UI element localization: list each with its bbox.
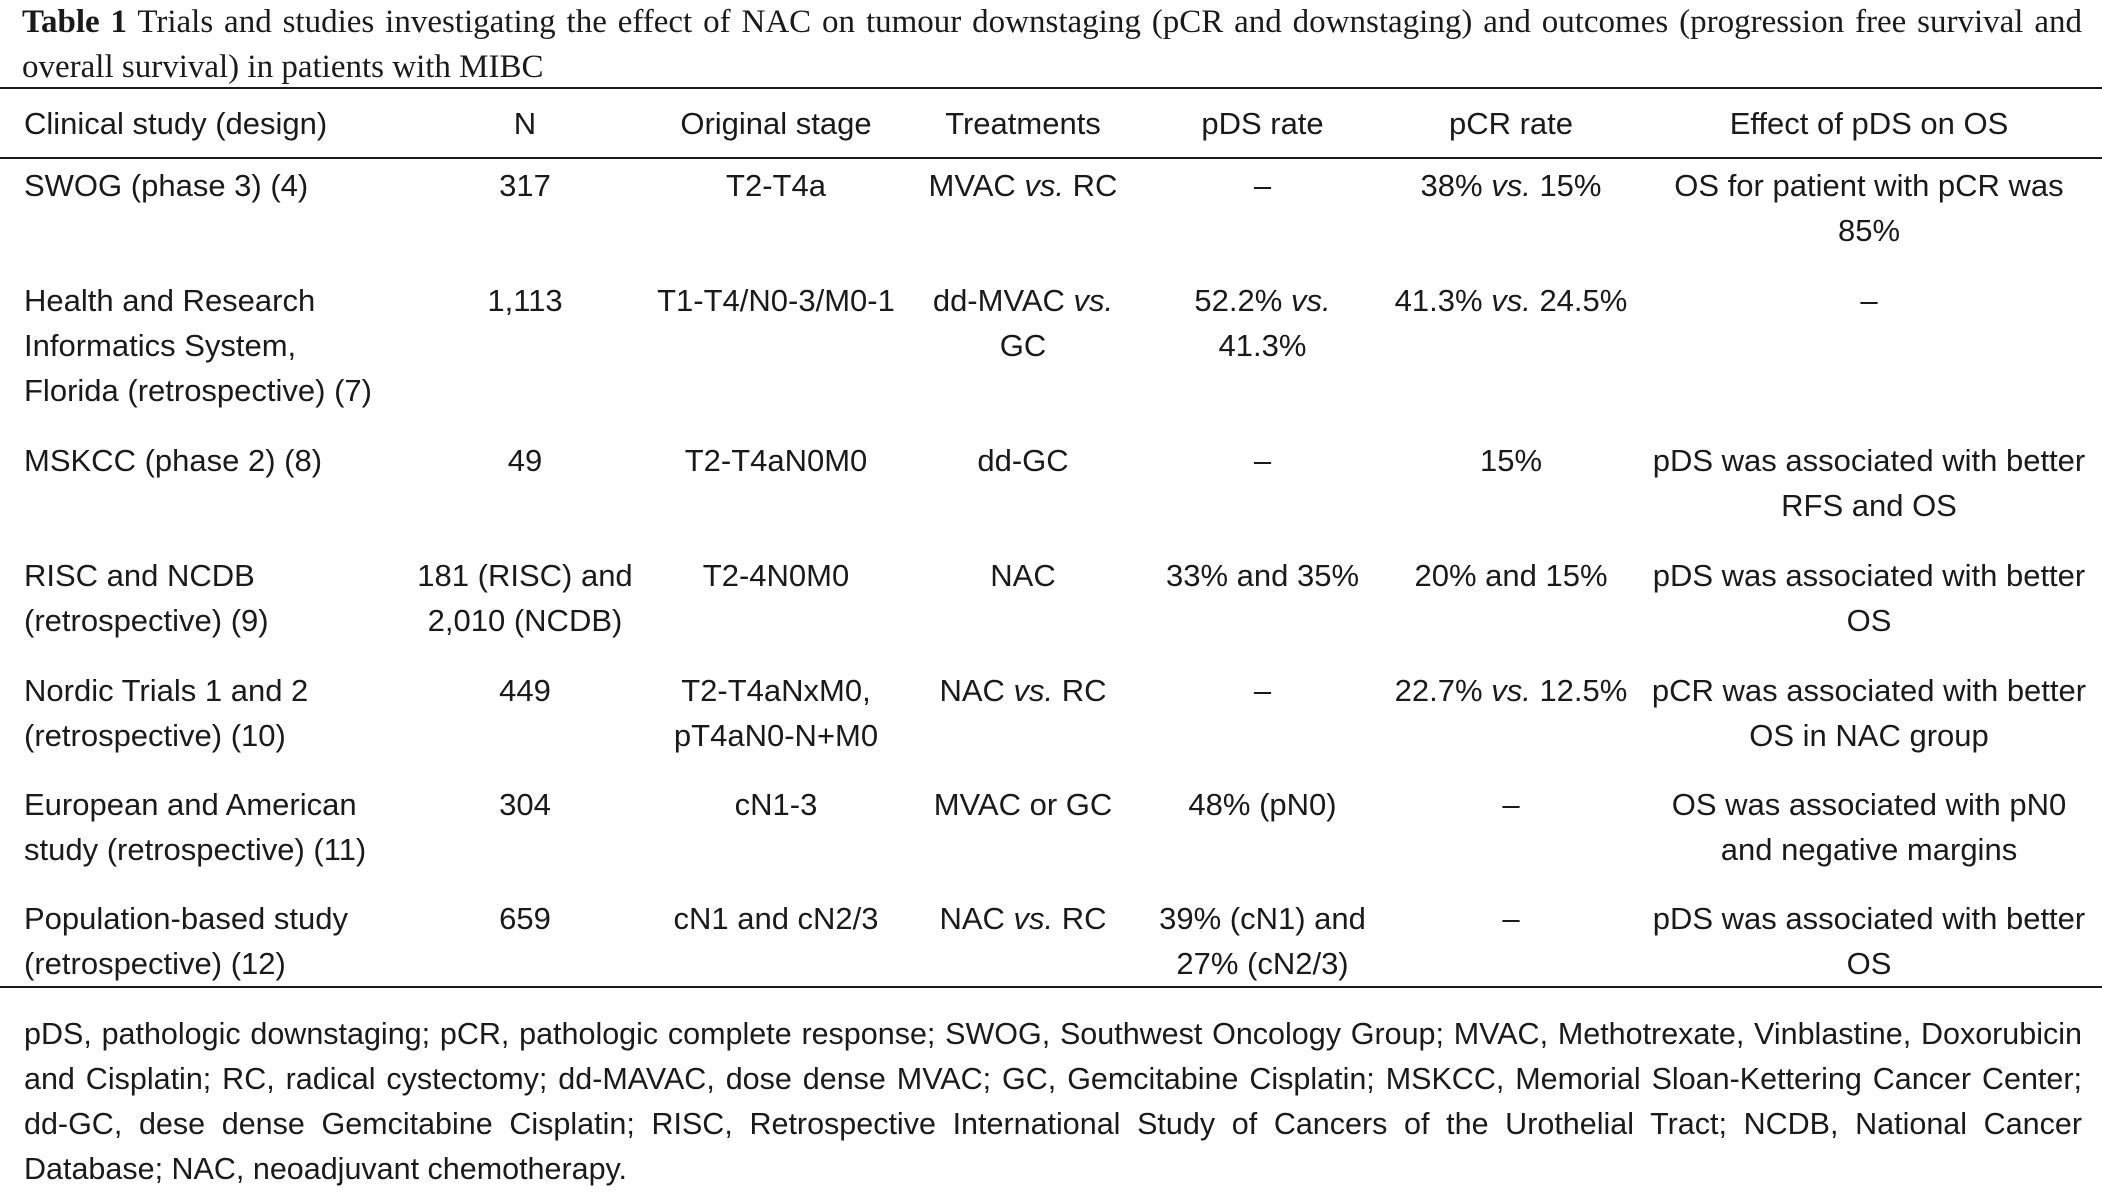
header-n: N	[405, 88, 645, 158]
header-clinical-study: Clinical study (design)	[0, 88, 405, 158]
cell-pds: –	[1253, 443, 1272, 478]
cell-effect: OS for patient with pCR was 85%	[1674, 168, 2064, 248]
table-row	[0, 896, 2102, 987]
vs-label: vs.	[1024, 168, 1065, 203]
treatment-b: RC	[1061, 901, 1107, 936]
pcr-b: 12.5%	[1539, 673, 1628, 708]
header-pcr-rate: pCR rate	[1386, 88, 1636, 158]
table-label: Table 1	[22, 4, 128, 40]
cell-stage: T2-T4aN0M0	[684, 443, 868, 478]
cell-study: Population-based study (retrospective) (12)	[0, 896, 405, 987]
pcr-b: 15%	[1539, 168, 1602, 203]
vs-label: vs.	[1491, 283, 1531, 318]
table-row	[0, 438, 2102, 553]
table-row	[0, 278, 2102, 438]
cell-pds: 33% and 35%	[1165, 558, 1360, 593]
cell-pds: –	[1253, 673, 1272, 708]
cell-pcr: 15%	[1479, 443, 1543, 478]
cell-treatments: NAC	[990, 558, 1056, 593]
cell-pds: 39% (cN1) and 27% (cN2/3)	[1139, 896, 1386, 987]
treatment-b: GC	[999, 328, 1047, 363]
treatment-b: RC	[1072, 168, 1118, 203]
treatment-a: dd-MVAC	[932, 283, 1065, 318]
cell-n: 449	[499, 673, 551, 708]
cell-n: 304	[499, 787, 551, 822]
pcr-b: 24.5%	[1539, 283, 1628, 318]
cell-pcr	[1386, 668, 1636, 782]
cell-study: Nordic Trials 1 and 2 (retrospective) (10)	[24, 673, 309, 753]
cell-effect: –	[1860, 283, 1878, 318]
cell-pds: 48% (pN0)	[1188, 787, 1337, 822]
vs-label: vs.	[1491, 168, 1531, 203]
table-row	[0, 158, 2102, 278]
cell-stage: T2-4N0M0	[702, 558, 850, 593]
header-original-stage: Original stage	[645, 88, 907, 158]
cell-stage: cN1-3	[734, 787, 818, 822]
cell-treatments	[907, 896, 1139, 987]
header-effect-on-os: Effect of pDS on OS	[1636, 88, 2102, 158]
cell-n: 49	[507, 443, 543, 478]
cell-pcr: –	[1502, 787, 1520, 822]
pds-a: 52.2%	[1194, 283, 1283, 318]
treatment-a: MVAC	[928, 168, 1016, 203]
vs-label: vs.	[1073, 283, 1114, 318]
treatment-a: NAC	[939, 673, 1005, 708]
cell-study: SWOG (phase 3) (4)	[24, 168, 309, 203]
cell-pds	[1139, 278, 1386, 438]
cell-stage: T2-T4aNxM0, pT4aN0-N+M0	[673, 673, 879, 753]
cell-treatments: MVAC or GC	[933, 787, 1113, 822]
cell-treatments	[907, 278, 1139, 438]
table-row	[0, 553, 2102, 668]
table-caption	[22, 0, 2082, 90]
vs-label: vs.	[1013, 673, 1054, 708]
vs-label: vs.	[1013, 901, 1054, 936]
vs-label: vs.	[1491, 673, 1531, 708]
cell-effect: OS was associated with pN0 and negative margins	[1671, 787, 2067, 867]
pcr-a: 41.3%	[1394, 283, 1483, 318]
cell-effect: pDS was associated with better RFS and OS	[1652, 443, 2086, 523]
cell-pcr: 20% and 15%	[1414, 558, 1608, 593]
cell-stage: T2-T4a	[726, 168, 826, 203]
pcr-a: 22.7%	[1394, 673, 1483, 708]
cell-study: Health and Research Informatics System, Florida (retrospective) (7)	[24, 283, 372, 408]
cell-treatments: dd-GC	[977, 443, 1069, 478]
pcr-a: 38%	[1420, 168, 1483, 203]
table-row	[0, 782, 2102, 896]
cell-n: 181 (RISC) and 2,010 (NCDB)	[417, 558, 633, 638]
cell-study: European and American study (retrospective) (11)	[24, 787, 367, 867]
studies-table	[0, 87, 2102, 988]
treatment-b: RC	[1061, 673, 1107, 708]
cell-stage: cN1 and cN2/3	[645, 896, 907, 987]
cell-effect: pCR was associated with better OS in NAC group	[1651, 673, 2087, 753]
header-treatments: Treatments	[907, 88, 1139, 158]
cell-effect: pDS was associated with better OS	[1652, 558, 2086, 638]
table-row	[0, 668, 2102, 782]
cell-study: RISC and NCDB (retrospective) (9)	[24, 558, 269, 638]
cell-stage: T1-T4/N0-3/M0-1	[657, 283, 895, 318]
cell-treatments	[907, 158, 1139, 278]
cell-effect: pDS was associated with better OS	[1636, 896, 2102, 987]
table-footnote: pDS, pathologic downstaging; pCR, pathologic complete response; SWOG, Southwest Oncology Group; MVAC, Methotrexate, Vinblastine, Doxorubicin and Cisplatin; RC, radical cystectomy; dd-MAVAC, dose dense MVAC; GC, Gemcitabine Cisplatin; MSKCC, Memorial Sloan-Kettering Cancer Center; dd-GC, dese dense Gemcitabine Cisplatin; RISC, Retrospective International Study of Cancers of the Urothelial Tract; NCDB, National Cancer Database; NAC, neoadjuvant chemotherapy.	[24, 1017, 2082, 1186]
treatment-a: NAC	[939, 901, 1005, 936]
cell-n: 317	[499, 168, 551, 203]
cell-study: MSKCC (phase 2) (8)	[24, 443, 323, 478]
cell-pcr	[1386, 278, 1636, 438]
cell-pcr: –	[1386, 896, 1636, 987]
table-caption-text: Trials and studies investigating the effect of NAC on tumour downstaging (pCR and downstaging) and outcomes (progression free survival and overall survival) in patients with MIBC	[22, 4, 2082, 85]
header-pds-rate: pDS rate	[1139, 88, 1386, 158]
vs-label: vs.	[1290, 283, 1331, 318]
cell-treatments	[907, 668, 1139, 782]
table-header-row	[0, 88, 2102, 158]
cell-pcr	[1386, 158, 1636, 278]
cell-n: 1,113	[487, 283, 563, 318]
pds-b: 41.3%	[1218, 328, 1307, 363]
cell-pds: –	[1253, 168, 1272, 203]
cell-n: 659	[405, 896, 645, 987]
